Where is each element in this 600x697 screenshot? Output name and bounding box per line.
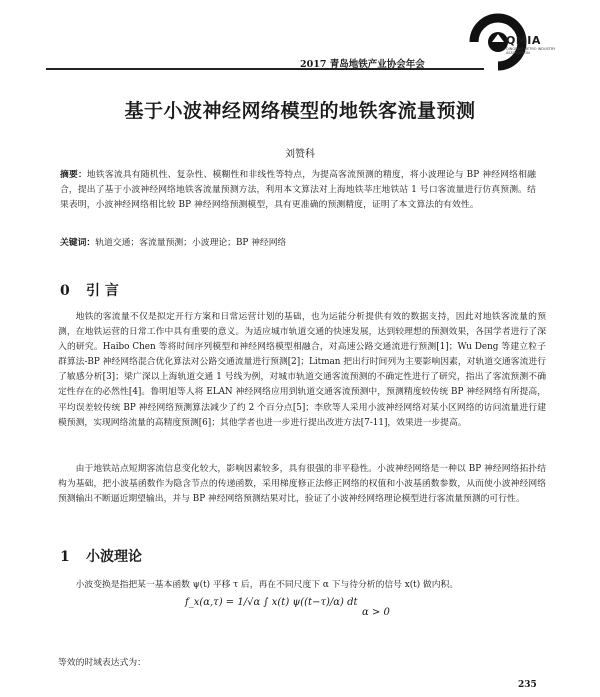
- wavelet-formula: f_x(α,τ) = 1/√α ∫ x(t) ψ((t−τ)/α) dt: [185, 597, 358, 608]
- section-number: 1: [60, 549, 70, 565]
- keywords: [60, 236, 536, 250]
- abstract-text: 地铁客流具有随机性、复杂性、模糊性和非线性等特点，为提高客流预测的精度，将小波理论与 BP 神经网络相融合，提出了基于小波神经网络地铁客流量预测方法，利用本文算法对上海地铁莘庄地铁站 1 号口客流量进行仿真预测。结果表明，小波神经网络相比较 BP 神经网络预测模型，具有更准确的预测精度，证明了本文算法的有效性。: [60, 170, 536, 210]
- section-number: 0: [60, 283, 70, 299]
- conference-header: 2017 青岛地铁产业协会年会: [300, 59, 425, 70]
- paper-title: 基于小波神经网络模型的地铁客流量预测: [124, 100, 476, 122]
- logo-text: QMIA: [506, 34, 541, 47]
- keywords-text: 轨道交通；客流量预测；小波理论；BP 神经网络: [95, 238, 287, 248]
- abstract: [60, 168, 536, 213]
- page-number: 235: [518, 680, 537, 690]
- intro-paragraph-1: 地铁的客流量不仅是拟定开行方案和日常运营计划的基础，也为运能分析提供有效的数据支持，因此对地铁客流量的预测，在地铁运营的日常工作中具有重要的意义。为适应城市轨道交通的快速发展，达到较理想的预测效果，各国学者进行了深入的研究。Haibo Chen 等将时间序列模型和神经网络模型相融合，对高速公路交通流进行预测[1]；Wu Deng 等建立粒子群算法-BP 神经网络混合优化算法对公路交通流量进行预测[2]；Litman 把出行时间列为主要影响因素，对轨道交通客流进行了敏感分析[3]；梁广深以上海轨道交通 1 号线为例，对城市轨道交通客流预测的不确定性进行了研究，指出了客流预测不确定性存在的必然性[4]。鲁明旭等人将 ELAN 神经网络应用到轨道交通客流预测中，预测精度较传统 BP 神经网络有所提高，平均误差较传统 BP 神经网络预测算法减少了约 2 个百分点[5]；李欣等人采用小波神经网络对某小区网络的访问流量进行建模预测，实现网络流量的高精度预测[6]；其他学者也进一步进行提出改进方法[7-11]，效果进一步提高。: [58, 312, 546, 428]
- section-heading-intro: [60, 280, 119, 300]
- wavelet-paragraph-1: 小波变换是指把某一基本函数 ψ(t) 平移 τ 后，再在不同尺度下 α 下与待分析的信号 x(t) 做内积。: [75, 580, 459, 590]
- abstract-label: 摘要：: [60, 170, 87, 180]
- section-title: 小波理论: [86, 549, 142, 565]
- logo-subtext: QINGDAO METRO INDUSTRY ASSOCIATION: [506, 47, 556, 55]
- keywords-label: 关键词：: [60, 238, 96, 248]
- section-heading-wavelet: [60, 546, 142, 566]
- section-title: 引 言: [86, 283, 119, 299]
- equivalent-expression-label: 等效的时域表达式为：: [58, 658, 146, 668]
- intro-paragraph-2: 由于地铁站点短期客流信息变化较大，影响因素较多，具有很强的非平稳性。小波神经网络是一种以 BP 神经网络拓扑结构为基础，把小波基函数作为隐含节点的传递函数，采用梯度修正法修正网络的权值和小波基函数参数，从而使小波神经网络预测输出不断逼近期望输出，并与 BP 神经网络预测结果对比，验证了小波神经网络理论模型进行客流量预测的可行性。: [58, 464, 546, 505]
- author: 刘赞科: [285, 149, 315, 160]
- formula-condition: α > 0: [362, 607, 390, 618]
